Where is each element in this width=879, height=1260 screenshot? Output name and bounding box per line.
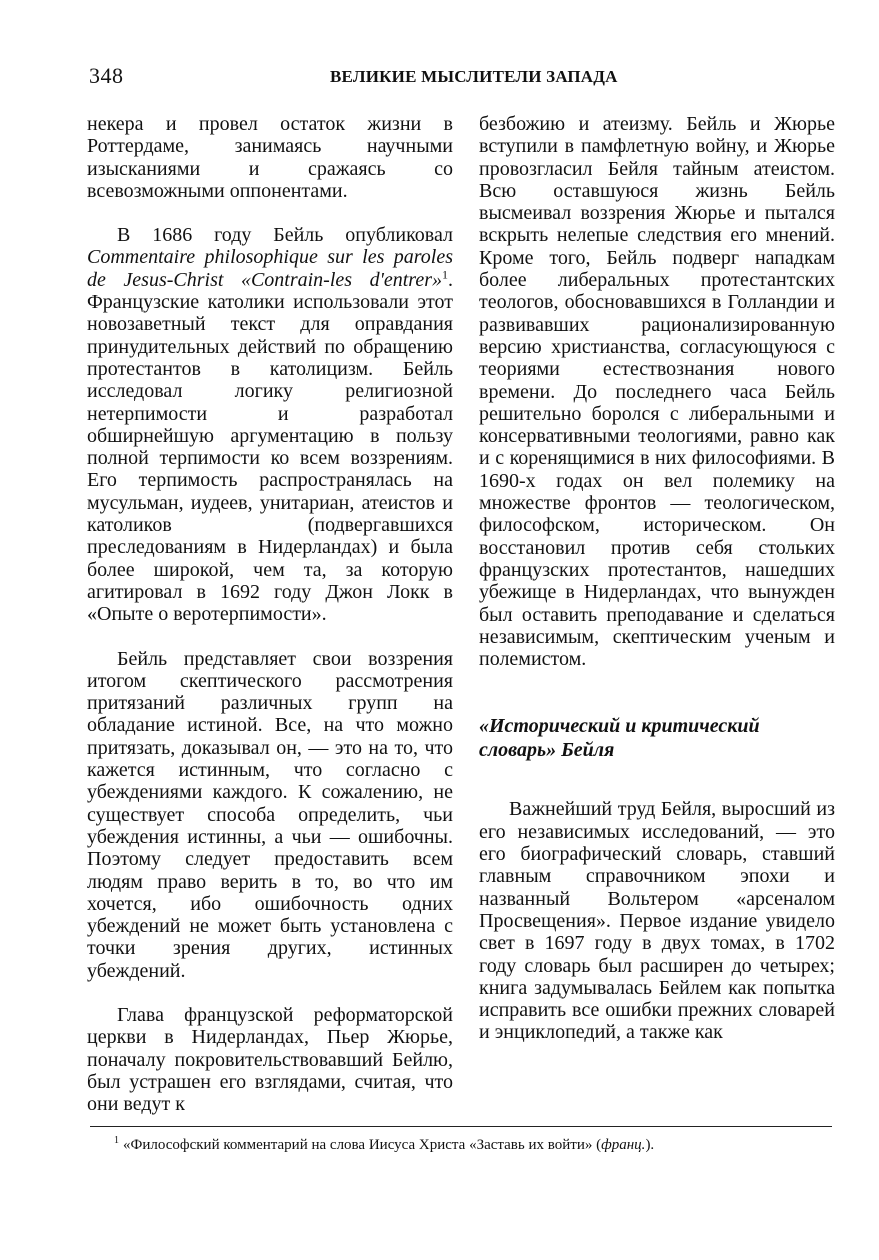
footnote-text-end: ). bbox=[645, 1137, 655, 1153]
paragraph: Глава французской реформаторской церкви в Нидерландах, Пьер Жюрье, поначалу покровительствовавший Бейлю, был устрашен его взглядами, считая, что они ведут к bbox=[87, 1003, 453, 1116]
paragraph: безбожию и атеизму. Бейль и Жюрье вступили в памфлетную войну, и Жюрье провозгласил Бейля тайным атеистом. Всю оставшуюся жизнь Бейль высмеивал воззрения Жюрье и пытался вскрыть нелепые следствия его мнений. Кроме того, Бейль подверг нападкам более либеральных протестантских теологов, обосновавшихся в Голландии и развивавших рационализированную версию христианства, согласующуюся с теориями естествознания нового времени. До последнего часа Бейль решительно боролся с либеральными и консервативными теологиями, равно как и с коренящимися в них философиями. В 1690-х годах он вел полемику на множестве фронтов — теологическом, философском, историческом. Он восстановил против себя стольких французских протестантов, нашедших убежище в Нидерландах, что вынужден был оставить преподавание и сделаться независимым, скептическим ученым и полемистом. bbox=[479, 113, 835, 671]
section-heading: «Исторический и критический словарь» Бейля bbox=[479, 715, 760, 762]
paragraph-text: В 1686 году Бейль опубликовал bbox=[117, 224, 453, 247]
paragraph: некера и провел остаток жизни в Роттердаме, занимаясь научными изысканиями и сражаясь со всевозможными оппонентами. bbox=[87, 113, 453, 202]
paragraph-text: . Французские католики использовали этот новозаветный текст для оправдания принудительных действий по обращению протестантов в католицизм. Бейль исследовал логику религиозной нетерпимости и разработал обширнейшую аргументацию в пользу полной терпимости ко всем воззрениям. Его терпимость распространялась на мусульман, иудеев, унитариан, атеистов и католиков (подвергавшихся преследованиям в Нидерландах) и была более широкой, чем та, за которую агитировал в 1692 году Джон Локк в «Опыте о веротерпимости». bbox=[87, 268, 453, 626]
page-number: 348 bbox=[89, 63, 124, 88]
paragraph bbox=[87, 224, 453, 625]
right-column bbox=[479, 113, 835, 1044]
book-title: Commentaire philosophique sur les paroles de Jesus-Christ «Contrain-les d'entrer» bbox=[87, 246, 453, 291]
running-title: ВЕЛИКИЕ МЫСЛИТЕЛИ ЗАПАДА bbox=[330, 67, 618, 86]
footnote-language: франц. bbox=[601, 1137, 646, 1153]
paragraph: Бейль представляет свои воззрения итогом скептического рассмотрения притязаний различных групп на обладание истиной. Все, на что можно притязать, доказывал он, — это на то, что кажется истинным, что согласно с убеждениями каждого. К сожалению, не существует способа определить, чьи убеждения истинны, а чьи — ошибочны. Поэтому следует предоставить всем людям право верить в то, во что им хочется, ибо ошибочность одних убеждений не может быть установлена с точки зрения других, истинных убеждений. bbox=[87, 647, 453, 982]
footnote-reference: 1 bbox=[442, 267, 448, 282]
footnote-divider bbox=[90, 1126, 832, 1127]
footnote bbox=[114, 1131, 814, 1155]
paragraph: Важнейший труд Бейля, выросший из его независимых исследований, — это его биографический словарь, ставший главным справочником эпохи и названный Вольтером «арсеналом Просвещения». Первое издание увидело свет в 1697 году в двух томах, в 1702 году словарь был расширен до четырех; книга задумывалась Бейлем как попытка исправить все ошибки прежних словарей и энциклопедий, а также как bbox=[479, 798, 835, 1044]
footnote-mark: 1 bbox=[114, 1135, 119, 1146]
footnote-text: «Философский комментарий на слова Иисуса Христа «Заставь их войти» ( bbox=[123, 1137, 602, 1153]
left-column bbox=[87, 113, 453, 1115]
